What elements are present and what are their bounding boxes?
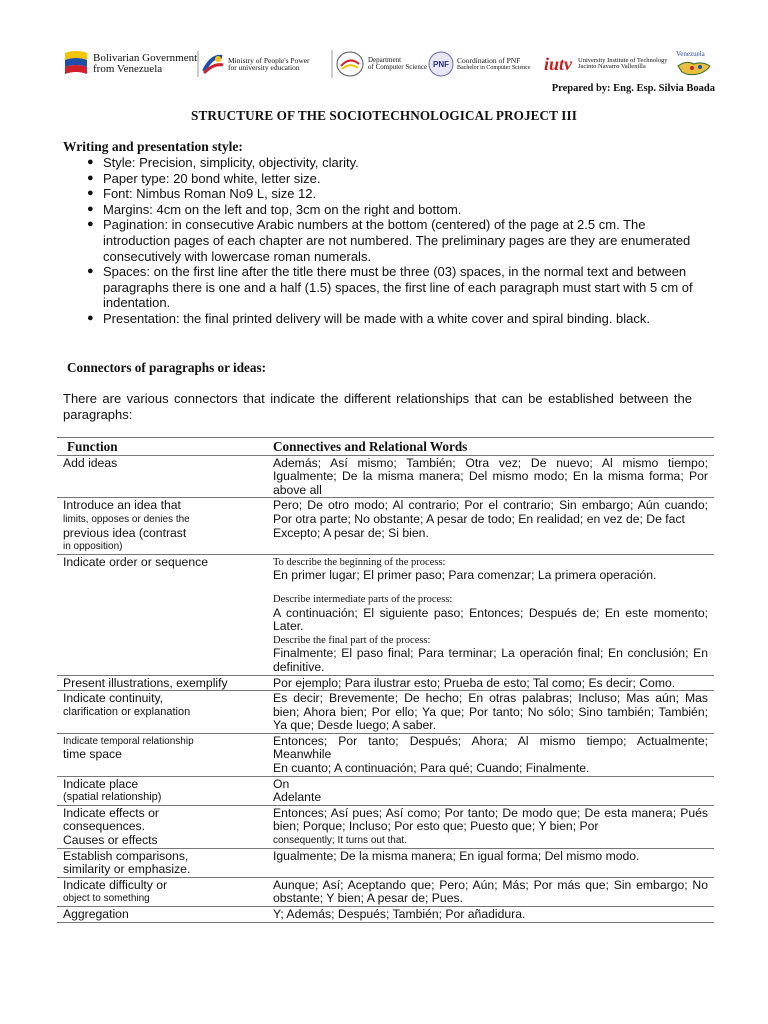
function-cell: Indicate continuity, clarification or explanation bbox=[57, 691, 267, 734]
sequence-note: To describe the beginning of the process: bbox=[273, 556, 446, 568]
writing-heading: Writing and presentation style: bbox=[63, 139, 243, 154]
ministry-emblem-icon bbox=[196, 49, 226, 79]
table-row bbox=[57, 776, 714, 805]
map-icon bbox=[676, 58, 716, 78]
list-item: ● Presentation: the final printed delivery will be made with a white cover and spiral binding. black. bbox=[87, 310, 651, 326]
function-cell: Establish comparisons, similarity or emphasize. bbox=[57, 848, 267, 877]
table-row bbox=[57, 455, 714, 498]
list-item: ● Margins: 4cm on the left and top, 3cm on the right and bottom. bbox=[87, 201, 462, 217]
column-header-function: Function bbox=[57, 438, 267, 456]
connectives-cell: Entonces; Por tanto; Después; Ahora; Al mismo tiempo; Actualmente; Meanwhile En cuanto; A continuación; Para qué; Cuando; Finalmente. bbox=[267, 733, 714, 776]
logo-line: from Venezuela bbox=[93, 63, 163, 75]
connectives-cell: Además; Así mismo; También; Otra vez; De nuevo; Al mismo tiempo; Igualmente; De la misma manera; Del mismo modo; En la misma forma; Por above all bbox=[267, 455, 714, 498]
table-row bbox=[57, 848, 714, 877]
function-cell: Indicate difficulty or object to something bbox=[57, 877, 267, 906]
function-cell: Indicate place (spatial relationship) bbox=[57, 776, 267, 805]
function-cell: Indicate order or sequence bbox=[57, 554, 267, 675]
bullet-icon: ● bbox=[87, 218, 94, 231]
iutjnv-logo bbox=[542, 46, 668, 82]
pnf-badge-text: PNF bbox=[433, 60, 449, 69]
connectors-table bbox=[57, 437, 714, 923]
department-logo bbox=[330, 46, 427, 82]
list-item: ● Spaces: on the first line after the title there must be three (03) spaces, in the normal text and between paragraphs there is one and a half (1.5) spaces, the first line of each paragraph must start with 5 cm of indentation. bbox=[87, 264, 693, 311]
table-row bbox=[57, 733, 714, 776]
pnf-logo bbox=[428, 46, 530, 82]
sequence-note: Describe the final part of the process: bbox=[273, 634, 431, 646]
page-title: STRUCTURE OF THE SOCIOTECHNOLOGICAL PROJECT III bbox=[191, 108, 577, 123]
bullet-icon: ● bbox=[87, 187, 94, 200]
logo-line: Ministry of People's Power bbox=[228, 55, 310, 65]
function-cell: Introduce an idea that limits, opposes or denies the previous idea (contrast in opposition) bbox=[57, 498, 267, 554]
connectives-cell: To describe the beginning of the process: En primer lugar; El primer paso; Para comenzar; La primera operación. Describe intermediate parts of the process: A continuación; El siguiente paso; Entonces; Después de; En este momento; Later. Describe the final part of the process: Finalmente; El paso final; Para terminar; La operación final; En conclusión; En definitive. bbox=[267, 554, 714, 675]
table-row bbox=[57, 907, 714, 923]
venezuela-logo bbox=[676, 46, 716, 82]
column-header-connectives: Connectives and Relational Words bbox=[267, 438, 714, 456]
bullet-icon: ● bbox=[87, 202, 94, 215]
connectives-cell: Pero; De otro modo; Al contrario; Por el contrario; Sin embargo; Aún cuando; Por otra parte; No obstante; A pesar de todo; En realidad; en vez de; De fact Excepto; A pesar de; Si bien. bbox=[267, 498, 714, 554]
bullet-icon: ● bbox=[87, 311, 94, 324]
bullet-icon: ● bbox=[87, 265, 94, 278]
connectives-cell: Y; Además; Después; También; Por añadidura. bbox=[267, 907, 714, 923]
table-row bbox=[57, 805, 714, 848]
logo-line: Jacinto Navarro Vallenilla bbox=[578, 63, 646, 70]
table-header-row bbox=[57, 438, 714, 456]
bullet-icon: ● bbox=[87, 156, 94, 168]
function-cell: Indicate temporal relationship time space bbox=[57, 733, 267, 776]
logo-line: of Computer Science bbox=[368, 63, 428, 71]
bullet-icon: ● bbox=[87, 171, 94, 184]
connectives-cell: Es decir; Brevemente; De hecho; En otras palabras; Incluso; Mas aún; Mas bien; Ahora bien; Por ello; Ya que; Por tanto; No sólo; Sino también; También; Ya que; Desde luego; A saber. bbox=[267, 691, 714, 734]
pnf-badge-icon bbox=[428, 50, 454, 78]
department-seal-icon bbox=[330, 48, 366, 80]
list-item: ● Pagination: in consecutive Arabic numbers at the bottom (centered) of the page at 2.5 cm. The introduction pages of each chapter are not numbered. The preliminary pages are they are enumerated consecutively with lowercase roman numerals. bbox=[87, 217, 691, 264]
list-item: ● Paper type: 20 bond white, letter size. bbox=[87, 170, 321, 186]
table-row bbox=[57, 498, 714, 554]
function-cell: Aggregation bbox=[57, 907, 267, 923]
ministry-logo bbox=[196, 46, 310, 82]
logo-line: for university education bbox=[228, 63, 300, 72]
table-row bbox=[57, 554, 714, 675]
logo-line: Bachelor in Computer Science bbox=[457, 64, 531, 71]
table-row bbox=[57, 877, 714, 906]
writing-list bbox=[63, 155, 713, 327]
iutjnv-badge-icon bbox=[542, 52, 576, 76]
function-cell: Present illustrations, exemplify bbox=[57, 675, 267, 691]
function-cell: Add ideas bbox=[57, 455, 267, 498]
function-cell: Indicate effects or consequences. Causes or effects bbox=[57, 805, 267, 848]
connectives-cell: Entonces; Así pues; Así como; Por tanto; De modo que; De esta manera; Pués bien; Porque; Incluso; Por esto que; Puesto que; Y bien; Por consequently; It turns out that. bbox=[267, 805, 714, 848]
list-item: ● Style: Precision, simplicity, objectivity, clarity. bbox=[87, 155, 359, 170]
logo-line: Department bbox=[368, 56, 402, 64]
logo-line: Venezuela bbox=[676, 49, 705, 58]
connectives-cell: Igualmente; De la misma manera; En igual forma; Del mismo modo. bbox=[267, 848, 714, 877]
connectives-cell: Por ejemplo; Para ilustrar esto; Prueba de esto; Tal como; Es decir; Como. bbox=[267, 675, 714, 691]
connectors-intro: There are various connectors that indicate the different relationships that can be established between the paragraphs: bbox=[63, 391, 692, 422]
venezuela-flag-icon bbox=[62, 49, 90, 79]
logo-line: Coordination of PNF bbox=[457, 56, 521, 66]
logo-line: University Institute of Technology bbox=[578, 56, 668, 64]
sequence-note: Describe intermediate parts of the process: bbox=[273, 593, 453, 605]
logo-line: Bolivarian Government bbox=[93, 52, 198, 64]
connectives-cell: On Adelante bbox=[267, 776, 714, 805]
connectors-heading: Connectors of paragraphs or ideas: bbox=[67, 360, 267, 375]
bolivarian-government-logo bbox=[62, 46, 197, 82]
iutjnv-badge-text: iutv bbox=[544, 54, 573, 74]
table-row bbox=[57, 691, 714, 734]
prepared-by: Prepared by: Eng. Esp. Silvia Boada bbox=[551, 83, 715, 94]
list-item: ● Font: Nimbus Roman No9 L, size 12. bbox=[87, 186, 317, 202]
header-logos bbox=[62, 46, 722, 82]
connectives-cell: Aunque; Así; Aceptando que; Pero; Aún; Más; Por más que; Sin embargo; No obstante; Y bien; A pesar de; Pues. bbox=[267, 877, 714, 906]
table-row bbox=[57, 675, 714, 691]
